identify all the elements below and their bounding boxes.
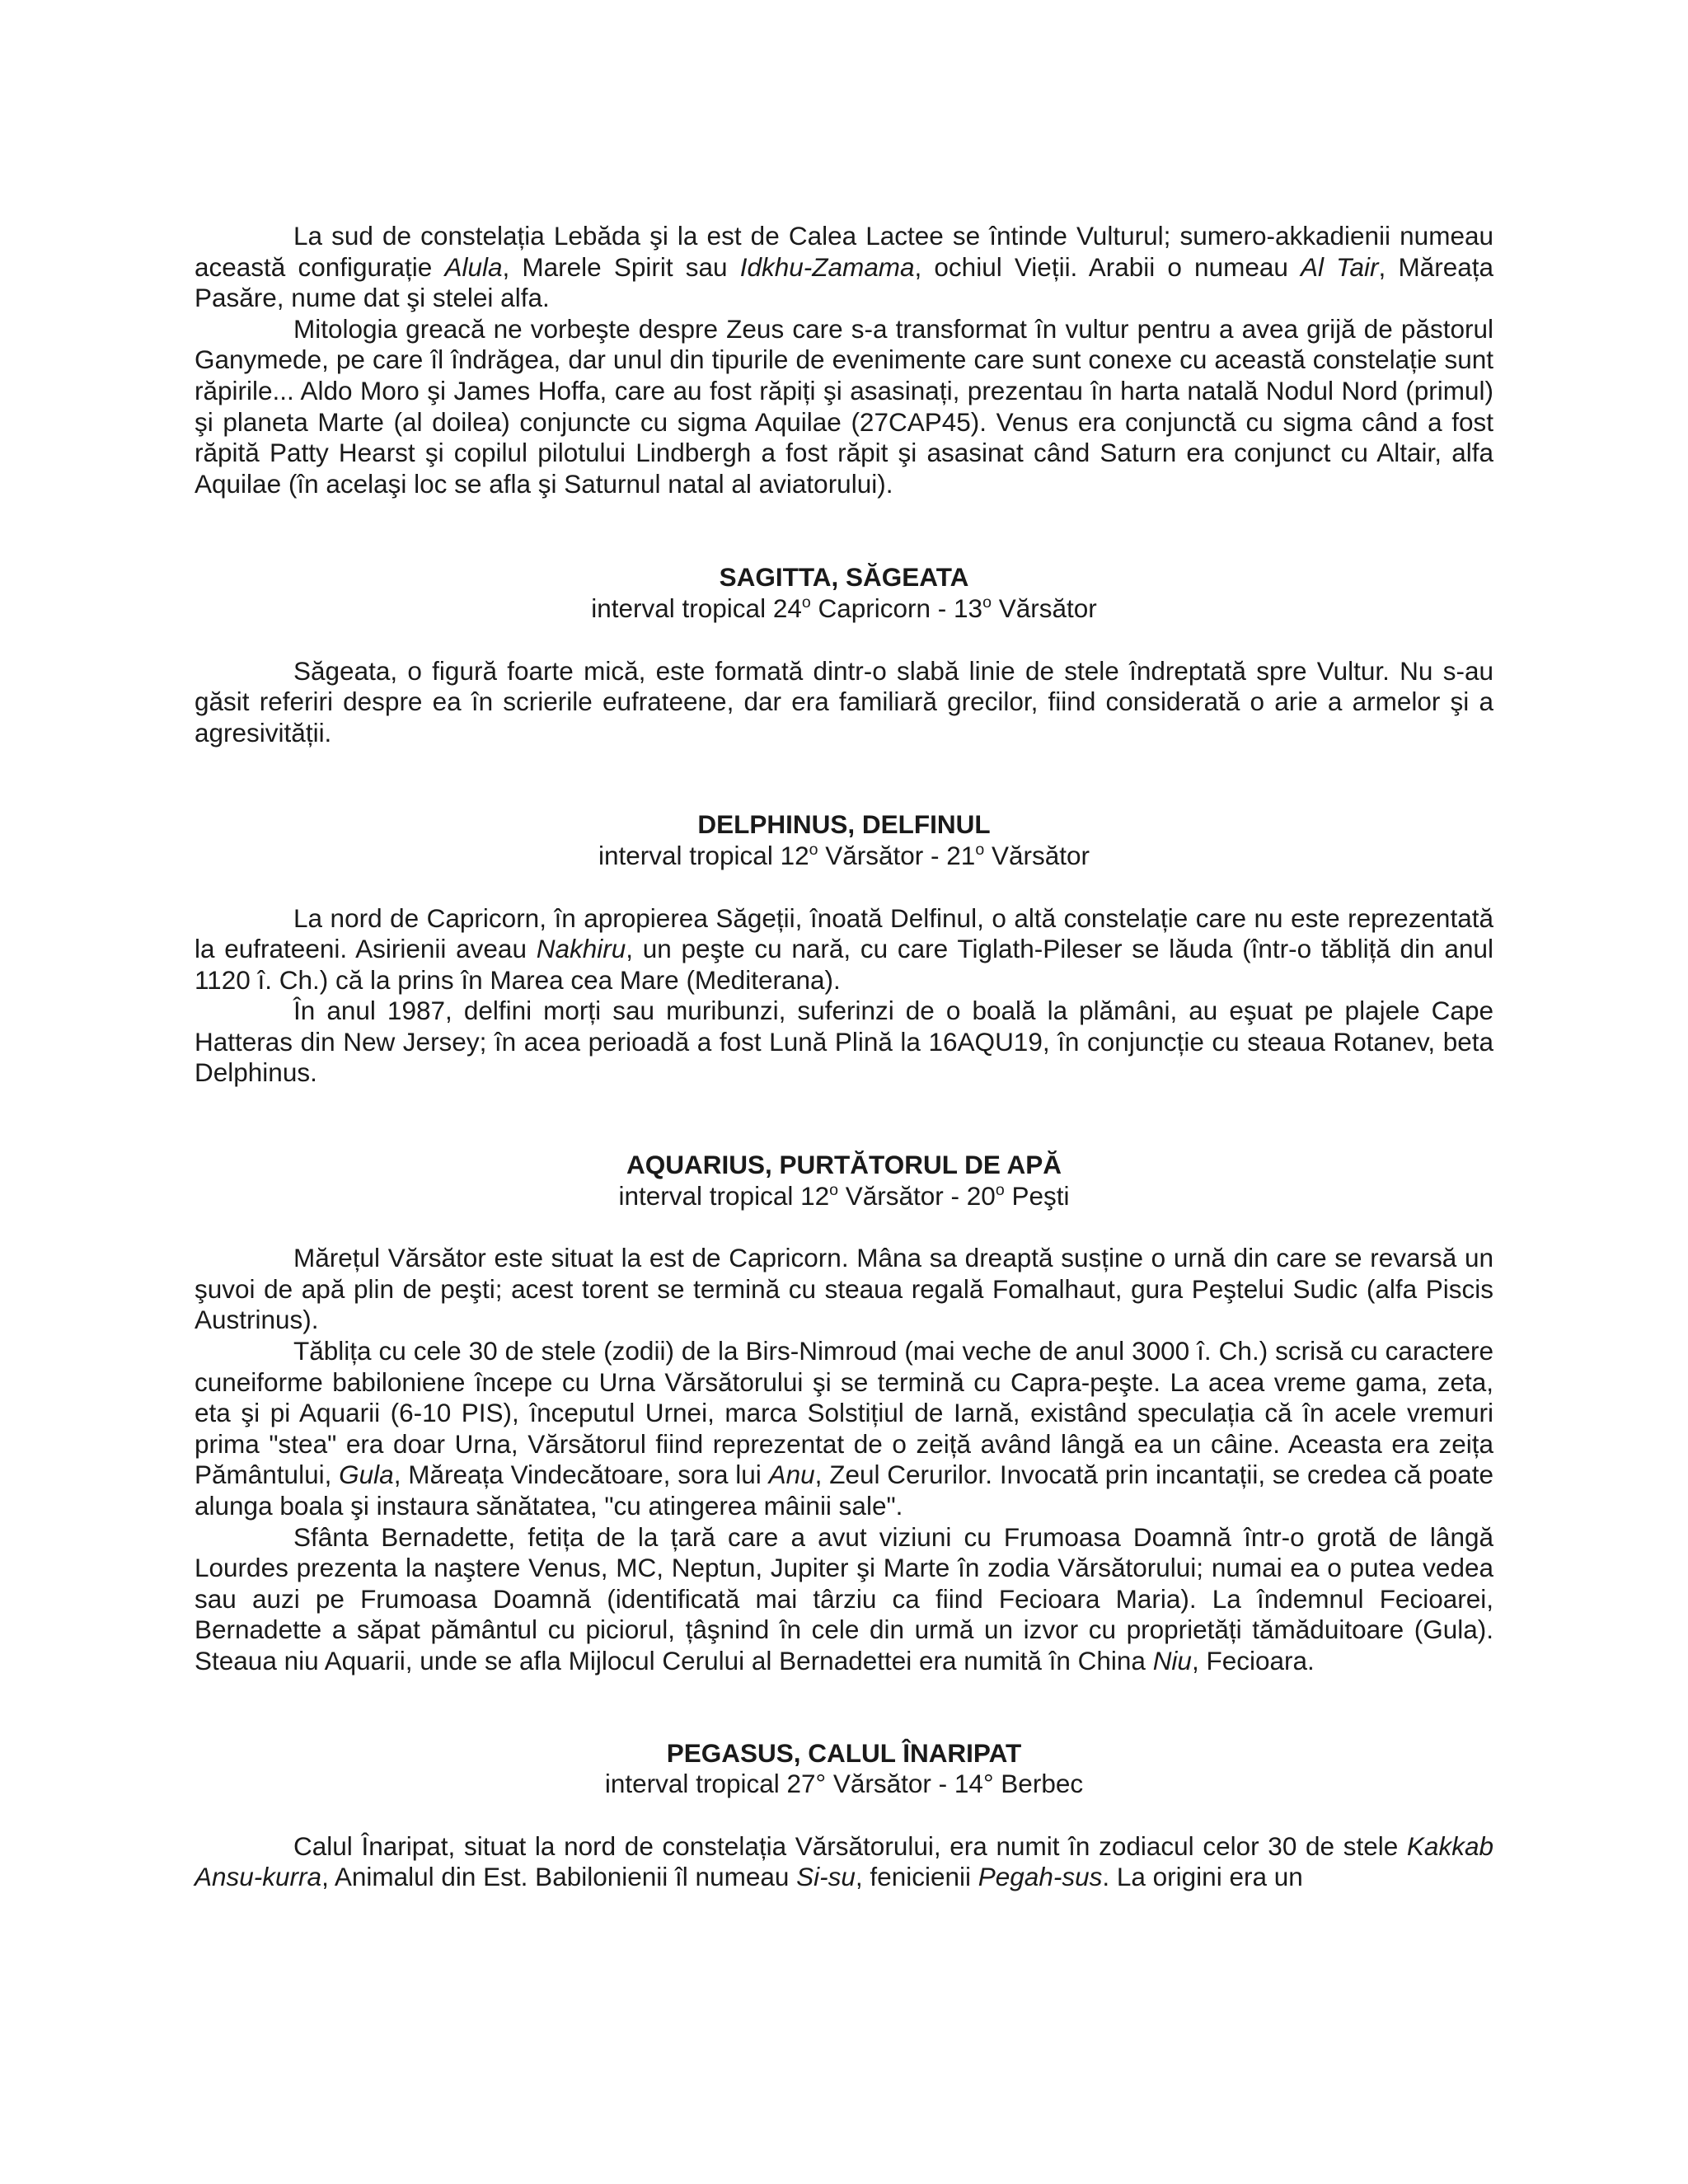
text-run: , fenicienii bbox=[855, 1862, 978, 1892]
text-run: interval tropical 12 bbox=[598, 840, 809, 870]
italic-term: Anu bbox=[768, 1460, 815, 1490]
degree-mark: o bbox=[801, 593, 811, 612]
text-run: Sfânta Bernadette, fetița de la țară care a avut viziuni cu Frumoasa Doamnă într-o grotă de lângă Lourdes prezenta la naştere Venus, MC, Neptun, Jupiter şi Marte în zodia Vărsătorului; numai ea o putea vedea sau auzi pe Frumoasa Doamnă (identificată mai târziu ca fiind Fecioara Maria). La îndemnul Fecioarei, Bernadette a săpat pământul cu piciorul, țâşnind în cele din urmă un izvor cu proprietăți tămăduitoare (Gula). Steaua niu Aquarii, unde se afla Mijlocul Cerului al Bernadettei era numită în China bbox=[195, 1521, 1493, 1675]
degree-mark: o bbox=[809, 840, 818, 859]
aquarius-paragraph-3 bbox=[195, 1522, 1493, 1677]
italic-term: Gula bbox=[339, 1460, 394, 1490]
text-run: , Zeul Cerurilor. Invocată prin incantații, se credea că poate alunga boala şi instaura sănătatea, "cu atingerea mâinii sale". bbox=[195, 1460, 1493, 1521]
text-run: La nord de Capricorn, în apropierea Săgeții, înoată Delfinul, o altă constelație care nu este reprezentată la eufrateeni. Asirienii aveau bbox=[195, 902, 1493, 964]
italic-term: Alula bbox=[444, 251, 503, 282]
delphinus-heading bbox=[195, 809, 1493, 871]
text-run: Tăblița cu cele 30 de stele (zodii) de la Birs-Nimroud (mai veche de anul 3000 î. Ch.) scrisă cu caractere cuneiforme babiloniene începe cu Urna Vărsătorului şi se termină cu Capra-peşte. La acea vreme gama, zeta, eta şi pi Aquarii (6-10 PIS), începutul Urnei, marca Solstițiul de Iarnă, existând speculația că în acele vremuri prima "stea" era doar Urna, Vărsătorul fiind reprezentat de o zeiță având lângă ea un câine. Aceasta era zeița Pământului, bbox=[195, 1336, 1493, 1490]
text-run: . La origini era un bbox=[1102, 1862, 1303, 1892]
section-subtitle bbox=[195, 1181, 1493, 1212]
text-run: interval tropical 12 bbox=[618, 1180, 830, 1211]
sagitta-paragraph-1 bbox=[195, 656, 1493, 749]
section-title: PEGASUS, CALUL ÎNARIPAT bbox=[666, 1737, 1022, 1768]
pegasus-paragraph-1 bbox=[195, 1831, 1493, 1893]
section-title: DELPHINUS, DELFINUL bbox=[697, 809, 991, 840]
aquila-paragraph-1 bbox=[195, 221, 1493, 314]
aquila-paragraph-2 bbox=[195, 314, 1493, 500]
italic-term: Idkhu-Zamama bbox=[739, 251, 915, 282]
degree-mark: o bbox=[995, 1180, 1005, 1199]
section-title: SAGITTA, SĂGEATA bbox=[719, 562, 969, 593]
degree-mark: o bbox=[829, 1180, 838, 1199]
text-run: În anul 1987, delfini morți sau muribunzi, suferinzi de o boală la plămâni, au eşuat pe plajele Cape Hatteras din New Jersey; în acea perioadă a fost Lună Plină la 16AQU19, în conjuncție cu steaua Rotanev, beta Delphinus. bbox=[195, 996, 1493, 1088]
italic-term: Kakkab Ansu-kurra bbox=[195, 1830, 1493, 1892]
text-run: interval tropical 24 bbox=[591, 593, 802, 623]
text-run: , ochiul Vieții. Arabii o numeau bbox=[914, 251, 1301, 282]
text-run: , un peşte cu nară, cu care Tiglath-Pileser se lăuda (într-o tăbliță din anul 1120 î. Ch.) că la prins în Marea cea Mare (Mediterana). bbox=[195, 934, 1493, 995]
text-run: Peşti bbox=[1004, 1180, 1070, 1211]
text-run: Mărețul Vărsător este situat la est de Capricorn. Mâna sa dreaptă susține o urnă din care se revarsă un şuvoi de apă plin de peşti; acest torent se termină cu steaua regală Fomalhaut, gura Peştelui Sudic (alfa Piscis Austrinus). bbox=[195, 1243, 1493, 1335]
section-subtitle bbox=[195, 841, 1493, 872]
section-subtitle bbox=[195, 593, 1493, 625]
section-title: AQUARIUS, PURTĂTORUL DE APĂ bbox=[626, 1150, 1062, 1180]
text-run: , Marele Spirit sau bbox=[502, 251, 740, 282]
text-run: Vărsător - 21 bbox=[818, 840, 976, 870]
sagitta-heading bbox=[195, 562, 1493, 624]
text-run: Vărsător - 20 bbox=[838, 1180, 996, 1211]
aquarius-heading bbox=[195, 1150, 1493, 1212]
text-run: Vărsător bbox=[984, 840, 1090, 870]
italic-term: Pegah-sus bbox=[978, 1862, 1103, 1892]
italic-term: Nakhiru bbox=[536, 934, 626, 964]
text-run: Capricorn - 13 bbox=[810, 593, 983, 623]
italic-term: Al Tair bbox=[1301, 251, 1379, 282]
delphinus-paragraph-2 bbox=[195, 996, 1493, 1089]
document-page bbox=[195, 221, 1493, 1893]
degree-mark: o bbox=[982, 593, 992, 612]
text-run: , Măreața Pasăre, nume dat şi stelei alfa. bbox=[195, 251, 1493, 313]
pegasus-heading bbox=[195, 1738, 1493, 1800]
text-run: Săgeata, o figură foarte mică, este formată dintr-o slabă linie de stele îndreptată spre Vultur. Nu s-au găsit referiri despre ea în scrierile eufrateene, dar era familiară grecilor, fiind considerată o arie a armelor şi a agresivității. bbox=[195, 655, 1493, 748]
aquarius-paragraph-1 bbox=[195, 1243, 1493, 1336]
italic-term: Niu bbox=[1152, 1645, 1192, 1675]
text-run: Calul Înaripat, situat la nord de constelația Vărsătorului, era numit în zodiacul celor 30 de stele bbox=[293, 1830, 1407, 1861]
text-run: interval tropical 27° Vărsător - 14° Berbec bbox=[604, 1769, 1084, 1799]
text-run: Mitologia greacă ne vorbeşte despre Zeus care s-a transformat în vultur pentru a avea grijă de păstorul Ganymede, pe care îl îndrăgea, dar unul din tipurile de evenimente care sunt conexe cu această constelație sunt răpirile... Aldo Moro şi James Hoffa, care au fost răpiți şi asasinați, prezentau în harta natală Nodul Nord (primul) şi planeta Marte (al doilea) conjuncte cu sigma Aquilae (27CAP45). Venus era conjunctă cu sigma când a fost răpită Patty Hearst şi copilul pilotului Lindbergh a fost răpit şi asasinat când Saturn era conjunct cu Altair, alfa Aquilae (în acelaşi loc se afla şi Saturnul natal al aviatorului). bbox=[195, 313, 1493, 499]
text-run: La sud de constelația Lebăda şi la est de Calea Lactee se întinde Vulturul; sumero-akkadienii numeau această configurație bbox=[195, 221, 1493, 282]
text-run: , Fecioara. bbox=[1191, 1645, 1315, 1675]
degree-mark: o bbox=[975, 840, 985, 859]
delphinus-paragraph-1 bbox=[195, 903, 1493, 996]
italic-term: Si-su bbox=[796, 1862, 856, 1892]
text-run: , Animalul din Est. Babilonienii îl numeau bbox=[321, 1862, 797, 1892]
text-run: Vărsător bbox=[991, 593, 1097, 623]
aquarius-paragraph-2 bbox=[195, 1336, 1493, 1522]
section-subtitle bbox=[195, 1769, 1493, 1800]
text-run: , Măreața Vindecătoare, sora lui bbox=[393, 1460, 769, 1490]
